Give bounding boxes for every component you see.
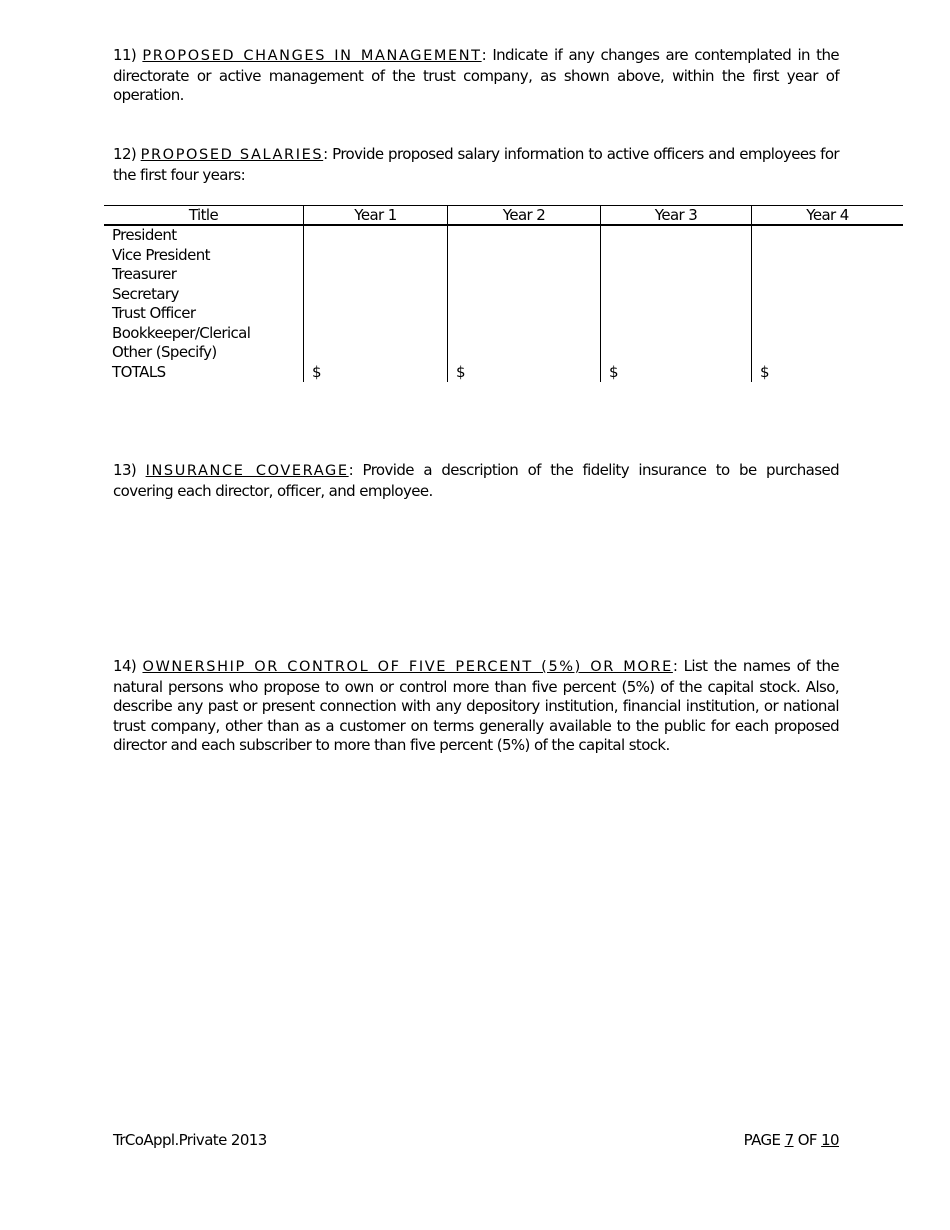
section-12-number: 12) [113,145,137,163]
page-total: 10 [821,1131,839,1149]
header-title: Title [104,206,304,226]
header-year-2: Year 2 [448,206,601,226]
section-11-text: : Indicate if any changes are contemplated in the directorate or active management of the trust company, as shown above, within the first year of operation. [113,46,839,105]
year-3-column[interactable] [601,225,752,382]
row-title: Bookkeeper/Clerical [112,323,251,342]
row-title: Other (Specify) [112,343,217,361]
year-4-column[interactable] [752,225,904,382]
footer-form-id: TrCoAppl.Private 2013 [113,1131,267,1149]
section-12 [113,145,839,185]
section-12-heading: PROPOSED SALARIES [140,147,324,163]
row-title: President [112,226,177,244]
header-year-4: Year 4 [752,206,904,226]
row-title: Treasurer [112,265,177,283]
year-1-total-dollar: $ [312,362,321,381]
section-13-heading: INSURANCE COVERAGE [145,463,349,479]
year-2-column[interactable] [448,225,601,382]
salary-table-body-row [104,225,903,382]
section-13 [113,461,839,501]
page-of: OF [793,1131,822,1149]
footer-page-number [744,1131,839,1149]
section-14-text: : List the names of the natural persons who propose to own or control more than five percent (5%) of the capital stock. Also, describe any past or present connection with any depository institution, financial institution, or national trust company, other than as a customer on terms generally available to the public for each proposed director and each subscriber to more than five percent (5%) of the capital stock. [113,657,839,755]
row-title: Trust Officer [112,304,196,322]
header-year-1: Year 1 [304,206,448,226]
year-4-total-dollar: $ [760,362,769,381]
year-2-total-dollar: $ [456,362,465,381]
row-title-totals: TOTALS [112,362,166,381]
section-13-number: 13) [113,461,137,479]
page-prefix: PAGE [743,1131,785,1149]
section-11-number: 11) [113,46,137,64]
row-title: Vice President [112,245,210,264]
section-14-number: 14) [113,657,137,675]
year-1-column[interactable] [304,225,448,382]
section-12-text: : Provide proposed salary information to active officers and employees for the first four years: [113,145,839,184]
section-11-heading: PROPOSED CHANGES IN MANAGEMENT [142,48,482,64]
section-14 [113,657,839,756]
year-3-total-dollar: $ [609,362,618,381]
salary-table-header-row [104,206,903,226]
section-11 [113,46,839,106]
section-14-heading: OWNERSHIP OR CONTROL OF FIVE PERCENT (5%) OR MORE [142,659,673,675]
header-year-3: Year 3 [601,206,752,226]
row-title: Secretary [112,284,179,303]
salary-table [104,205,903,382]
section-13-text: : Provide a description of the fidelity insurance to be purchased covering each director, officer, and employee. [113,461,839,500]
title-column [104,225,304,382]
page-current: 7 [784,1131,794,1149]
